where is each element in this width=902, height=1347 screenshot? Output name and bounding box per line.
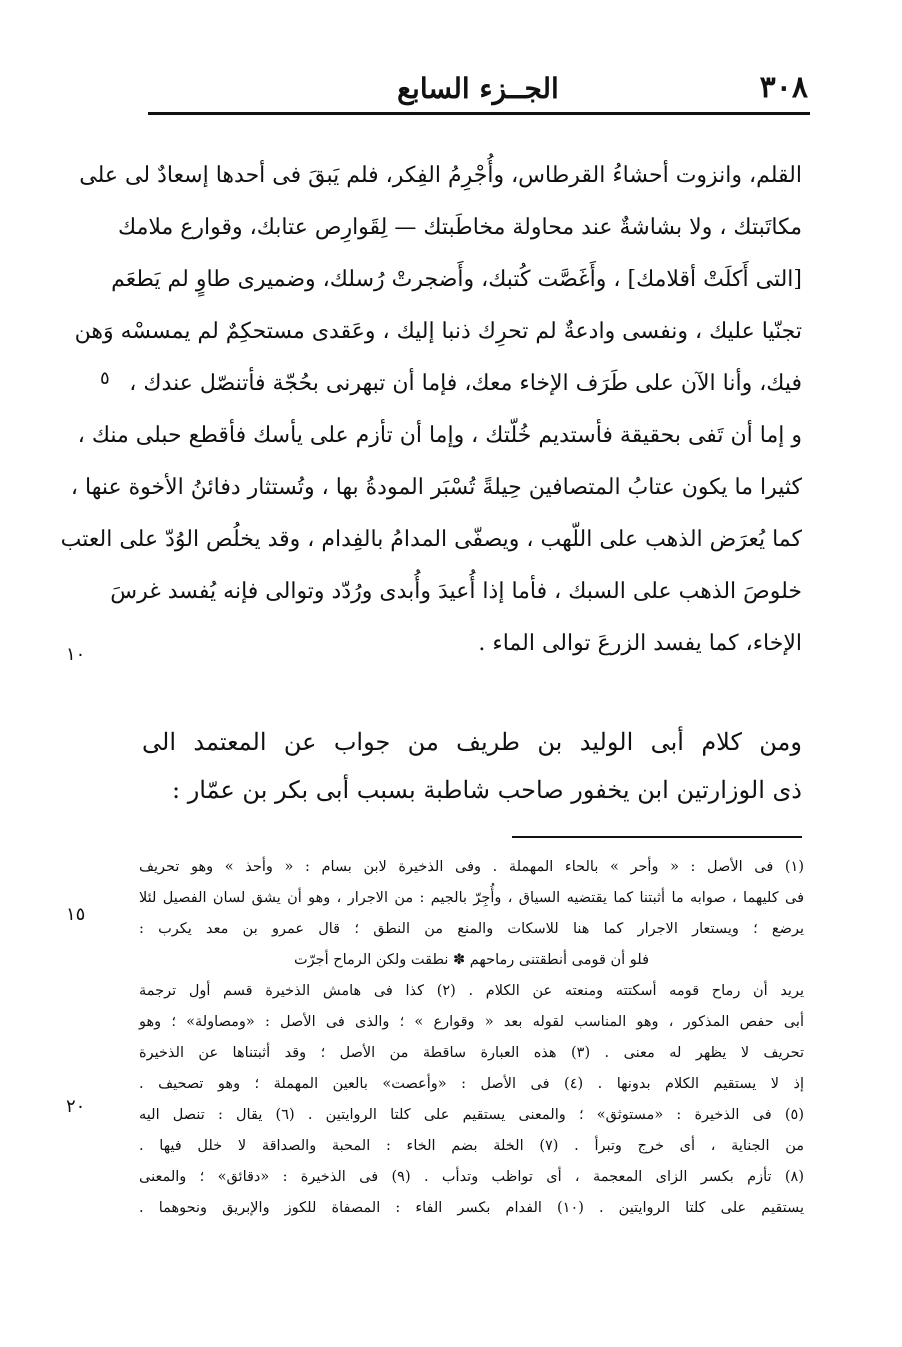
- section-heading-line: ذى الوزارتين ابن يخفور صاحب شاطبة بسبب أبى بكر بن عمّار :: [171, 776, 802, 804]
- text-line: مكاتَبتك ، ولا بشاشةٌ عند محاولة مخاطَبتك — لِقَوارِص عتابك، وقوارع ملامك: [118, 215, 802, 240]
- text-line: فيك، وأنا الآن على طَرَف الإخاء معك، فإما أن تبهرنى بحُجّة فأتنصّل عندك ،: [129, 371, 802, 396]
- footnote-line: (٥) فى الذخيرة : «مستوثق» ؛ والمعنى يستقيم على كلتا الروايتين . (٦) يقال : تنصل اليه: [139, 1107, 804, 1123]
- text-line: الإخاء، كما يفسد الزرعَ توالى الماء .: [478, 631, 802, 656]
- text-line: القلم، وانزوت أحشاءُ القرطاس، وأُجْرِمُ الفِكر، فلم يَبقَ فى أحدها إسعادٌ لى على: [79, 163, 802, 188]
- text-line: [التى أَكلَتْ أقلامك] ، وأَغَصَّت كُتبك، وأَضجرتْ رُسلك، وضميرى طاوٍ لم يَطعَم: [111, 267, 802, 292]
- line-number-margin: ٢٠: [66, 1096, 86, 1117]
- text-line: خلوصَ الذهب على السبك ، فأما إذا أُعيدَ وأُبدى ورُدّد وتوالى فإنه يُفسد غرسَ: [110, 579, 802, 604]
- footnote-rule: [512, 836, 802, 838]
- footnote-line: يستقيم على كلتا الروايتين . (١٠) الفدام بكسر الفاء : المصفاة للكوز والإبريق ونحوهما .: [139, 1200, 805, 1216]
- footnote-line: يريد أن رماح قومه أسكتته ومنعته عن الكلام . (٢) كذا فى هامش الذخيرة قسم أول ترجمة: [139, 983, 805, 999]
- footnote-line: فى كليهما ، صوابه ما أثبتنا كما يقتضيه السياق ، وأُجِرّ بالجيم : من الاجرار ، وهو أن يشق لسان الفصيل لئلا: [139, 890, 804, 906]
- footnote-line: يرضع ؛ ويستعار الاجرار كما هنا للاسكات والمنع من النطق ؛ قال عمرو بن معد يكرب :: [139, 921, 804, 937]
- text-line: كما يُعرَض الذهب على اللّهب ، ويصفّى المدامُ بالفِدام ، وقد يخلُص الوُدّ على العتب: [60, 527, 802, 552]
- section-heading: [142, 718, 802, 814]
- line-number-margin: ٥: [100, 368, 110, 389]
- footnote-line: تحريف لا يظهر له معنى . (٣) هذه العبارة ساقطة من الأصل ؛ وقد أثبتناها عن الذخيرة: [139, 1045, 804, 1061]
- footnote-verse: فلو أن قومى أنطقتنى رماحهم ✽ نطقت ولكن الرماح أجرّت: [293, 952, 650, 968]
- footnote-line: إذ لا يستقيم الكلام بدونها . (٤) فى الأصل : «وأعصت» بالعين المهملة ؛ وهو تصحيف .: [139, 1076, 804, 1092]
- footnotes: [139, 852, 804, 1224]
- text-line: كثيرا ما يكون عتابُ المتصافين حِيلةً تُسْبَر المودةُ بها ، وتُستثار دفائنُ الأخوة عنها ،: [70, 475, 802, 500]
- line-number-margin: ١٥: [66, 904, 86, 925]
- page-number: ٣٠٨: [759, 70, 808, 105]
- page-header: [148, 70, 808, 112]
- footnote-line: من الجناية ، أى خرج وتبرأ . (٧) الخلة بضم الخاء : المحبة والصداقة لا خلل فيها .: [139, 1138, 804, 1154]
- footnote-line: (٨) تأزم بكسر الزاى المعجمة ، أى تواظب وتدأب . (٩) فى الذخيرة : «دقائق» ؛ والمعنى: [139, 1169, 804, 1185]
- section-heading-line: ومن كلام أبى الوليد بن طريف من جواب عن المعتمد الى: [142, 728, 802, 756]
- header-rule: [148, 112, 810, 115]
- text-line: تجنّيا عليك ، ونفسى وادعةٌ لم تحرِك ذنبا إليك ، وعَقدى مستحكِمٌ لم يمسسْه وَهن: [74, 319, 802, 344]
- text-line: و إما أن تَفى بحقيقة فأستديم خُلّتك ، وإما أن تأزم على يأسك فأقطع حبلى منك ،: [77, 423, 802, 448]
- line-number-margin: ١٠: [66, 644, 86, 665]
- running-title: الجــزء السابع: [397, 72, 559, 105]
- footnote-line: أبى حفص المذكور ، وهو المناسب لقوله بعد « وقوارع » ؛ والذى فى الأصل : «ومصاولة» ؛ وهو: [139, 1014, 804, 1030]
- footnote-line: (١) فى الأصل : « وأحر » بالحاء المهملة . وفى الذخيرة لابن بسام : « وأحذ » وهو تحريف: [139, 859, 804, 875]
